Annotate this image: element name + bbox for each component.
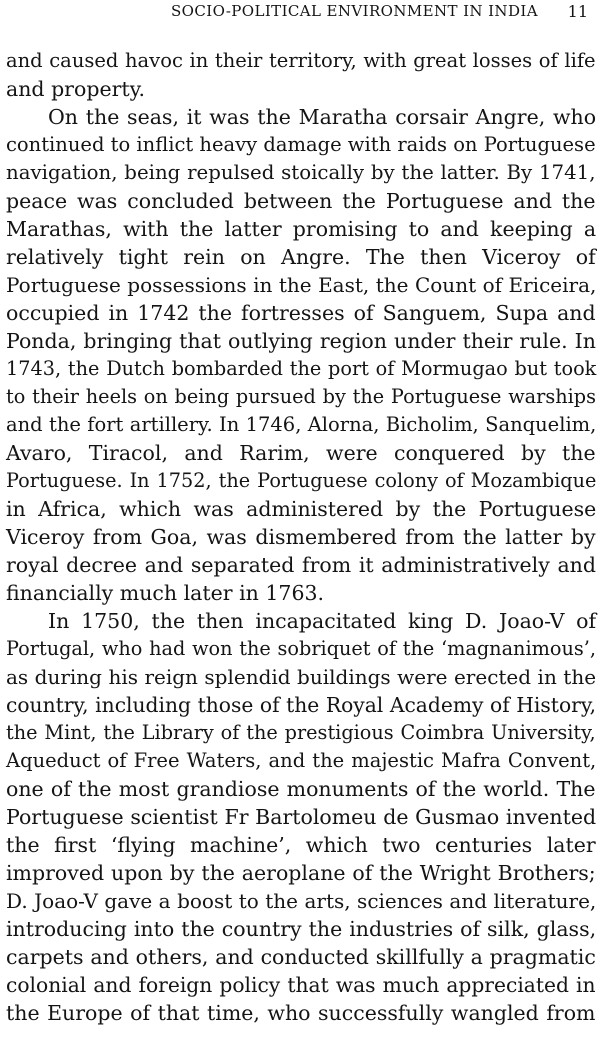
- text-line: Portuguese scientist Fr Bartolomeu de Gusmao invented: [6, 805, 597, 829]
- text-line: occupied in 1742 the fortresses of Sanguem, Supa and: [6, 301, 596, 325]
- page-number: 11: [567, 2, 588, 21]
- running-title: SOCIO-POLITICAL ENVIRONMENT IN INDIA: [171, 2, 538, 20]
- body-text: [6, 47, 596, 1027]
- text-line: Portuguese. In 1752, the Portuguese colony of Mozambique: [6, 469, 597, 492]
- text-line: navigation, being repulsed stoically by the latter. By 1741,: [6, 161, 596, 184]
- text-line: in Africa, which was administered by the Portuguese: [6, 497, 597, 521]
- text-line: relatively tight rein on Angre. The then Viceroy of: [6, 245, 596, 269]
- text-line: colonial and foreign policy that was much appreciated in: [6, 973, 596, 997]
- text-line: as during his reign splendid buildings were erected in the: [6, 665, 597, 689]
- text-line: Marathas, with the latter promising to and keeping a: [6, 217, 597, 241]
- text-line: the Europe of that time, who successfully wangled from: [6, 1001, 596, 1025]
- text-line: 1743, the Dutch bombarded the port of Mormugao but took: [6, 357, 597, 380]
- text-line: continued to inflict heavy damage with raids on Portuguese: [6, 133, 596, 156]
- text-line: D. Joao-V gave a boost to the arts, sciences and literature,: [6, 889, 597, 913]
- running-head: [0, 2, 600, 26]
- text-line: Avaro, Tiracol, and Rarim, were conquered by the: [6, 441, 596, 465]
- text-line: royal decree and separated from it administratively and: [6, 553, 597, 577]
- text-line: peace was concluded between the Portuguese and the: [6, 189, 596, 213]
- text-line: financially much later in 1763.: [6, 581, 325, 605]
- text-line: the first ‘flying machine’, which two centuries later: [6, 833, 596, 857]
- text-line: Ponda, bringing that outlying region under their rule. In: [6, 329, 596, 353]
- text-line: Portugal, who had won the sobriquet of the ‘magnanimous’,: [6, 637, 596, 660]
- text-line: to their heels on being pursued by the Portuguese warships: [6, 385, 596, 408]
- text-line: and the fort artillery. In 1746, Alorna, Bicholim, Sanquelim,: [6, 413, 597, 436]
- text-line: country, including those of the Royal Academy of History,: [6, 693, 597, 717]
- text-line: the Mint, the Library of the prestigious Coimbra University,: [6, 721, 596, 744]
- text-line: introducing into the country the industries of silk, glass,: [6, 917, 597, 941]
- text-line: In 1750, the then incapacitated king D. Joao-V of: [48, 609, 597, 633]
- text-line: Viceroy from Goa, was dismembered from the latter by: [6, 525, 596, 549]
- text-line: and caused havoc in their territory, with great losses of life: [6, 49, 596, 72]
- text-line: Aqueduct of Free Waters, and the majestic Mafra Convent,: [6, 749, 597, 772]
- text-line: On the seas, it was the Maratha corsair Angre, who: [48, 105, 597, 129]
- text-line: Portuguese possessions in the East, the Count of Ericeira,: [6, 273, 597, 297]
- text-line: improved upon by the aeroplane of the Wright Brothers;: [6, 861, 596, 885]
- text-line: carpets and others, and conducted skillfully a pragmatic: [6, 945, 596, 969]
- text-line: one of the most grandiose monuments of the world. The: [6, 777, 596, 801]
- text-line: and property.: [6, 77, 145, 101]
